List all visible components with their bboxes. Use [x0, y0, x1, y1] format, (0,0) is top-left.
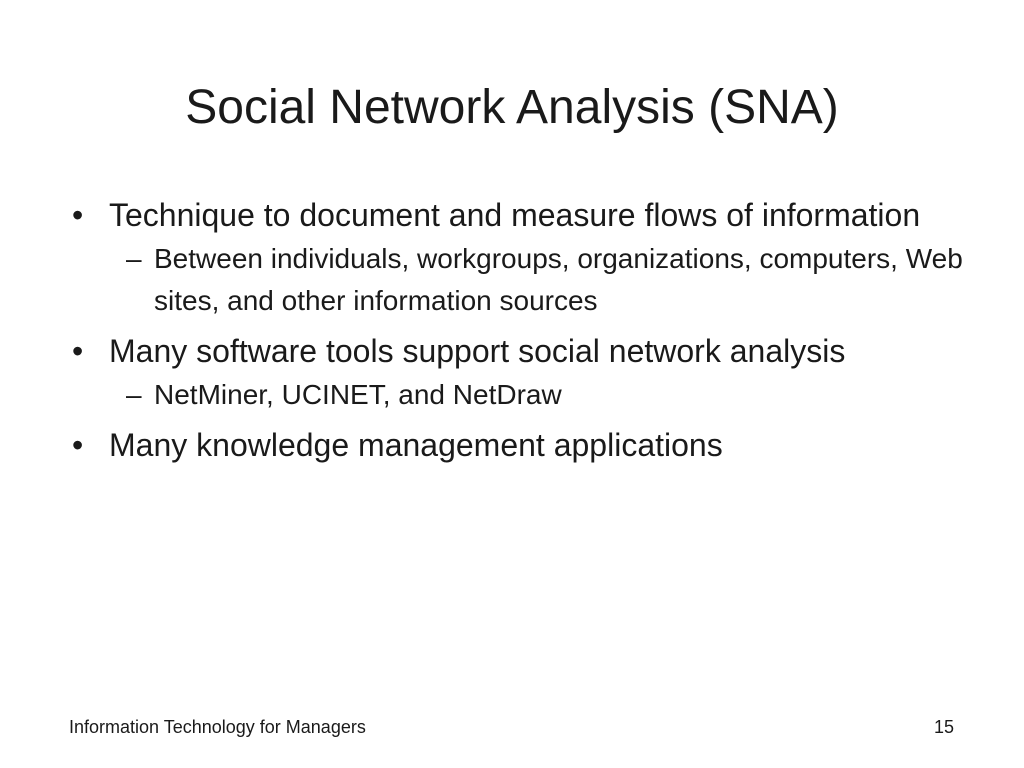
bullet-marker: • [72, 197, 84, 233]
bullet-item [72, 422, 972, 468]
sub-bullet-text: Between individuals, workgroups, organizations, computers, Web sites, and other information sources [154, 243, 963, 316]
sub-bullet-marker: – [126, 379, 142, 410]
bullet-item [72, 192, 972, 238]
bullet-text: Many knowledge management applications [109, 427, 723, 463]
bullet-item [72, 328, 972, 374]
slide-title: Social Network Analysis (SNA) [185, 81, 839, 134]
bullet-marker: • [72, 427, 84, 463]
sub-bullet-text: NetMiner, UCINET, and NetDraw [154, 379, 562, 410]
bullet-marker: • [72, 333, 84, 369]
sub-bullet-item [72, 238, 972, 322]
bullet-text: Technique to document and measure flows of information [109, 197, 921, 233]
footer-course-title: Information Technology for Managers [69, 717, 366, 737]
bullet-text: Many software tools support social network analysis [109, 333, 846, 369]
slide-body [72, 192, 972, 468]
sub-bullet-item [72, 374, 972, 416]
slide-number: 15 [933, 717, 954, 737]
sub-bullet-marker: – [126, 243, 142, 274]
